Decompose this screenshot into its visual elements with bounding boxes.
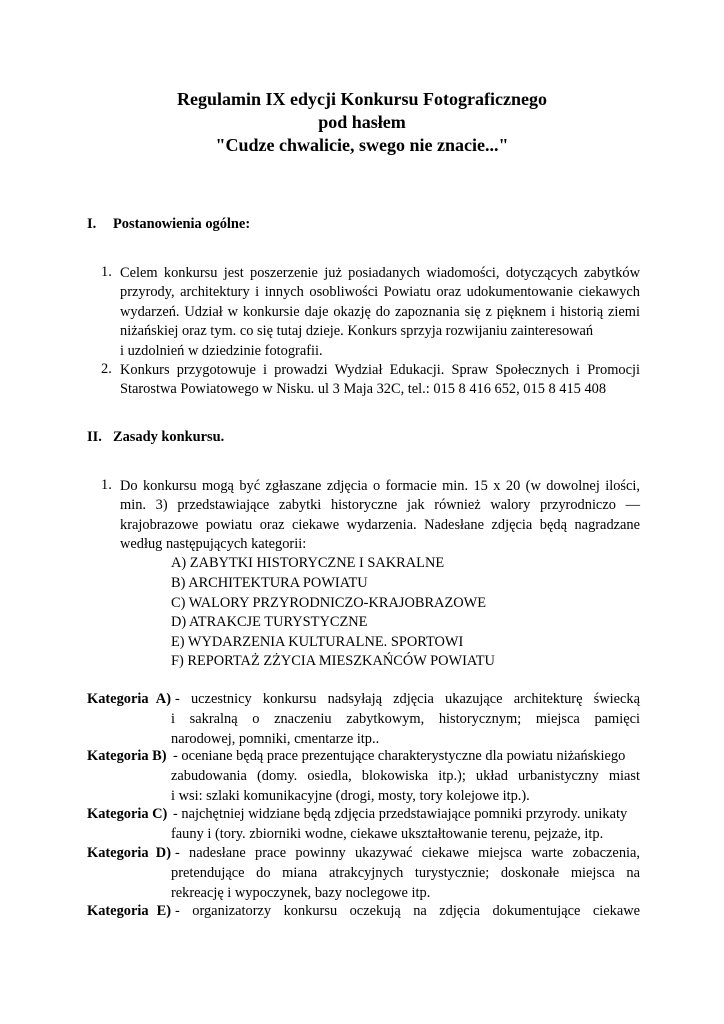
category-item-d: D) ATRAKCJE TURYSTYCZNE (171, 614, 368, 630)
kategoria-c-line-2: fauny i (tory. zbiorniki wodne, ciekawe ukształtowanie terenu, pejzaże, itp. (171, 825, 604, 842)
kategoria-a-line-2: i sakralną o znaczeniu zabytkowym, historycznym; miejsca pamięci (171, 710, 640, 727)
category-item-a: A) ZABYTKI HISTORYCZNE I SAKRALNE (171, 555, 445, 571)
section-1-title: Postanowienia ogólne: (113, 216, 251, 232)
kategoria-b-line-3: i wsi: szlaki komunikacyjne (drogi, mosty, tory kolejowe itp.). (171, 787, 530, 804)
kategoria-d-label: Kategoria D) (87, 845, 171, 861)
kategoria-a-label: Kategoria A) (87, 691, 171, 707)
kategoria-b-line-2: zabudowania (domy. osiedla, blokowiska itp.); układ urbanistyczny miast (171, 767, 640, 784)
section-2-heading (87, 429, 224, 446)
paragraph-line: min. 3) przedstawiające zabytki historyczne jak również walory przyrodniczo — (120, 497, 640, 514)
kategoria-e-label: Kategoria E) (87, 903, 171, 919)
category-item-f: F) REPORTAŻ ZŻYCIA MIESZKAŃCÓW POWIATU (171, 653, 495, 669)
kategoria-d-line-3: rekreację i wypoczynek, bazy noclegowe itp. (171, 884, 431, 901)
kategoria-a (87, 690, 640, 749)
paragraph-line: Celem konkursu jest poszerzenie już posiadanych wiadomości, dotyczących zabytków (120, 265, 640, 281)
document-title-line-3: "Cudze chwalicie, swego nie znacie..." (215, 135, 509, 155)
section-1-item-2-text (120, 361, 640, 400)
kategoria-b (87, 747, 640, 806)
kategoria-c (87, 805, 640, 845)
section-2-number: II. (87, 429, 102, 445)
paragraph-line: przyrody, architektury i innych osobliwości Powiatu oraz udokumentowanie ciekawych (120, 284, 640, 301)
kategoria-c-line-1: - najchętniej widziane będą zdjęcia przedstawiające pomniki przyrody. unikaty (173, 806, 628, 822)
kategoria-b-label: Kategoria B) (87, 748, 167, 764)
document-title-line-1: Regulamin IX edycji Konkursu Fotograficznego (177, 89, 547, 109)
section-1-item-1-text (120, 264, 640, 361)
document-title-line-2: pod hasłem (318, 112, 406, 132)
paragraph-line: Konkurs przygotowuje i prowadzi Wydział Edukacji. Spraw Społecznych i Promocji (120, 362, 640, 378)
kategoria-a-line-3: narodowej, pomniki, cmentarze itp.. (171, 730, 380, 747)
kategoria-c-label: Kategoria C) (87, 806, 168, 822)
paragraph-line: według następujących kategorii: (120, 536, 307, 553)
section-2-title: Zasady konkursu. (113, 429, 225, 445)
paragraph-line: krajobrazowe powiatu oraz ciekawe wydarzenia. Nadesłane zdjęcia będą nagradzane (120, 516, 640, 533)
category-item-b: B) ARCHITEKTURA POWIATU (171, 575, 368, 591)
paragraph-line: niżańskiej oraz tym. co się tutaj dzieje. Konkurs sprzyja rozwijaniu zainteresowań (120, 323, 594, 340)
section-1-item-1-number: 1. (101, 264, 112, 280)
kategoria-b-line-1: - oceniane będą prace prezentujące charakterystyczne dla powiatu niżańskiego (173, 748, 626, 764)
paragraph-line: Do konkursu mogą być zgłaszane zdjęcia o formacie min. 15 x 20 (w dowolnej ilości, (120, 478, 640, 494)
section-1-item-2-number: 2. (101, 361, 112, 377)
paragraph-line: i uzdolnień w dziedzinie fotografii. (120, 342, 323, 359)
paragraph-line: wydarzeń. Udział w konkursie daje okazję do zapoznania się z pięknem i historią ziemi (120, 303, 640, 320)
category-item-e: E) WYDARZENIA KULTURALNE. SPORTOWI (171, 634, 464, 650)
section-2-item-1-number: 1. (101, 477, 112, 493)
section-1-heading (87, 216, 250, 233)
paragraph-line: Starostwa Powiatowego w Nisku. ul 3 Maja 32C, tel.: 015 8 416 652, 015 8 415 408 (120, 381, 607, 398)
kategoria-e-line-1: - organizatorzy konkursu oczekują na zdjęcia dokumentujące ciekawe (175, 903, 640, 919)
kategoria-d-line-2: pretendujące do miana atrakcyjnych turystycznie; doskonałe miejsca na (171, 864, 640, 881)
section-2-item-1-text (120, 477, 640, 555)
kategoria-a-line-1: - uczestnicy konkursu nadsyłają zdjęcia ukazujące architekturę świecką (175, 691, 640, 707)
kategoria-d (87, 844, 640, 903)
category-item-c: C) WALORY PRZYRODNICZO-KRAJOBRAZOWE (171, 595, 486, 611)
section-1-number: I. (87, 216, 97, 232)
kategoria-e (87, 902, 640, 922)
kategoria-d-line-1: - nadesłane prace powinny ukazywać ciekawe miejsca warte zobaczenia, (175, 845, 640, 861)
